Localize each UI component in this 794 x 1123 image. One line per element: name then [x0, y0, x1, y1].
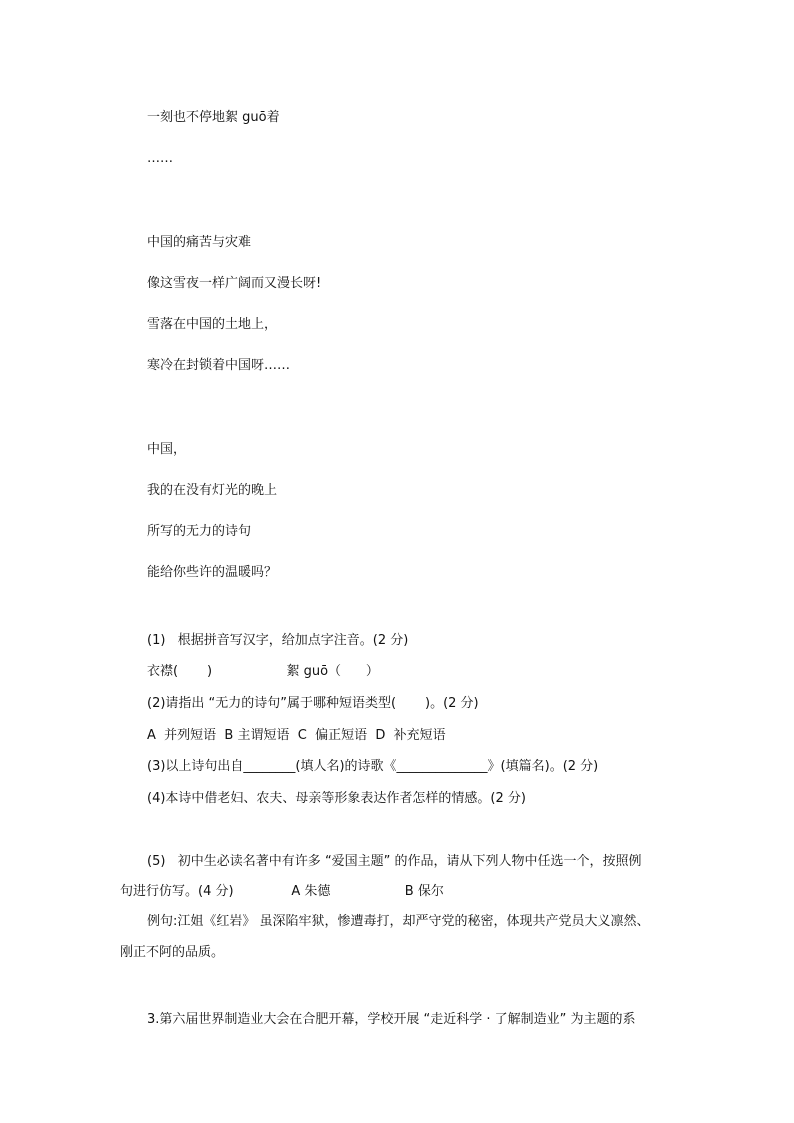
poem-line: 能给你些许的温暖吗？ [147, 565, 278, 580]
poem-ellipsis: …… [147, 151, 173, 166]
question-5: (5) 初中生必读名著中有许多 “爱国主题” 的作品，请从下列人物中任选一个，按照例 [147, 854, 642, 869]
poem-line: 所写的无力的诗句 [147, 524, 252, 539]
poem-line: 像这雪夜一样广阔而又漫长呀! [147, 276, 322, 291]
question-1-blanks: 衣襟( ) 絮 guō（ ） [147, 664, 379, 679]
question-5-example: 例句:江姐《红岩》 虽深陷牢狱，惨遭毒打，却严守党的秘密，体现共产党员大义凛然、 [147, 914, 650, 929]
poem-line: 一刻也不停地絮 guō着 [147, 110, 280, 125]
section-3-heading: 3.第六届世界制造业大会在合肥开幕，学校开展 “走近科学 · 了解制造业” 为主题的系 [147, 1012, 636, 1027]
question-5-example-cont: 刚正不阿的品质。 [120, 945, 225, 960]
poem-line: 中国的痛苦与灾难 [147, 235, 252, 250]
question-4: (4)本诗中借老妇、农夫、母亲等形象表达作者怎样的情感。(2 分) [147, 791, 526, 806]
poem-line: 雪落在中国的土地上， [147, 317, 278, 332]
question-2-options: A 并列短语 B 主谓短语 C 偏正短语 D 补充短语 [147, 728, 446, 743]
question-5-cont: 句进行仿写。(4 分) A 朱德 B 保尔 [120, 884, 444, 899]
poem-line: 我的在没有灯光的晚上 [147, 483, 278, 498]
question-2: (2)请指出 “无力的诗句”属于哪种短语类型( )。(2 分) [147, 696, 479, 711]
poem-line: 中国， [147, 442, 187, 457]
question-3: (3)以上诗句出自________(填人名)的诗歌《______________》(填篇名)。(2 分) [147, 759, 599, 774]
poem-line: 寒冷在封锁着中国呀…… [147, 358, 291, 373]
question-1: (1) 根据拼音写汉字，给加点字注音。(2 分) [147, 633, 409, 648]
